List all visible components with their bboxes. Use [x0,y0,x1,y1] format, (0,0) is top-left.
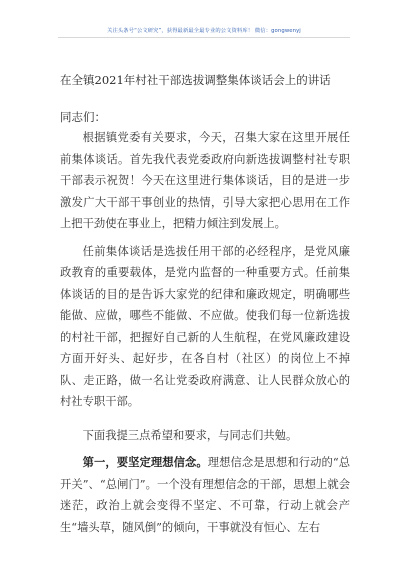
header-divider [58,37,350,38]
paragraph-2: 任前集体谈话是选拔任用干部的必经程序，是党风廉政教育的重要载体，是党内监督的一种重要方式。任前集体谈话的目的是告诉大家党的纪律和廉政规定，明确哪些能做、应做，哪些不能做、不应做。使我们每一位新选拔的村社干部，把握好自己新的人生航程，在党风廉政建设方面开好头、起好步，在各自村（社区）的岗位上不掉队、走正路，做一名让党委政府满意、让人民群众放心的村社专职干部。 [60,244,350,408]
salutation: 同志们： [60,110,106,124]
point-one-text: 理想信念是思想和行动的“总开关”、“总闸门”。一个没有理想信念的干部，思想上就会迷茫，政治上就会变得不坚定、不可靠，行动上就会产生“墙头草，随风倒”的倾向，干事就没有恒心、左右 [60,456,350,534]
paragraph-3: 下面我提三点希望和要求，与同志们共勉。 [82,428,298,442]
paragraph-1: 根据镇党委有关要求，今天，召集大家在这里开展任前集体谈话。首先我代表党委政府向新选拔调整村社专职干部表示祝贺！今天在这里进行集体谈话，目的是进一步激发广大干部干事创业的热情，引导大家把心思用在工作上把干劲使在事业上，把精力倾注到发展上。 [60,131,350,230]
point-one-heading: 第一，要坚定理想信念。 [82,455,208,469]
paragraph-point-one [60,452,350,538]
document-body [60,127,350,538]
document-title: 在全镇2021年村社干部选拔调整集体谈话会上的讲话 [60,73,331,87]
header-banner[interactable]: 关注头条号“公文研究”，获得最新最全最专业的公文资料库！ 微信：gongwenyj [107,28,301,34]
